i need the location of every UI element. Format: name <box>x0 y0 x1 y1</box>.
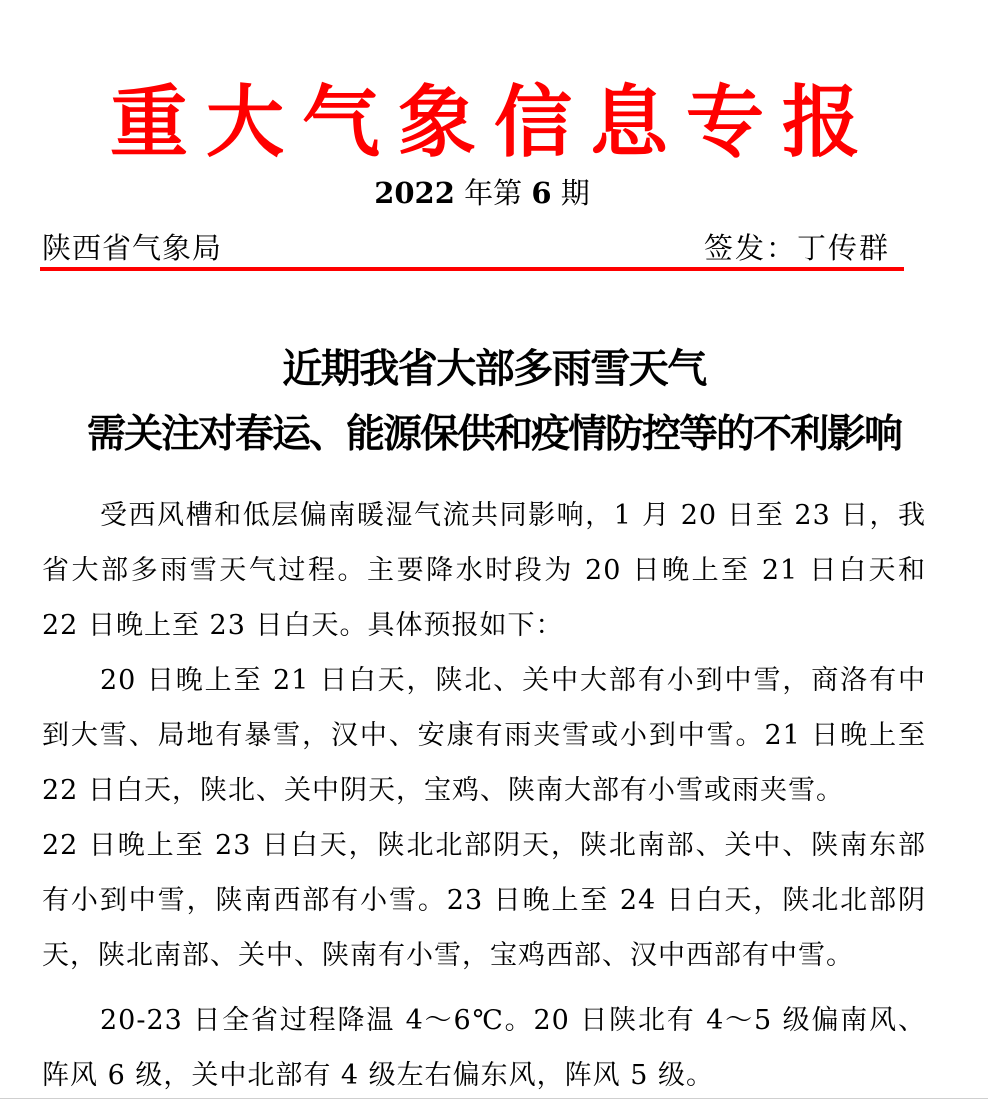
page-bottom-edge <box>0 1098 988 1099</box>
body-text <box>42 488 926 1103</box>
headline-line-1: 近期我省大部多雨雪天气 <box>282 346 706 392</box>
issue-num: 6 <box>531 176 552 210</box>
body-paragraph: 20 日晚上至 21 日白天，陕北、关中大部有小到中雪，商洛有中到大雪、局地有暴雪，汉中、安康有雨夹雪或小到中雪。21 日晚上至 22 日白天，陕北、关中阴天，宝鸡、陕南大部有小雪或雨夹雪。 <box>42 665 926 806</box>
signer: 签发：丁传群 <box>703 231 890 265</box>
issue-number <box>0 174 964 212</box>
red-divider-rule <box>40 267 904 271</box>
body-paragraph: 22 日晚上至 23 日白天，陕北北部阴天，陕北南部、关中、陕南东部有小到中雪，陕南西部有小雪。23 日晚上至 24 日白天，陕北北部阴天，陕北南部、关中、陕南有小雪，宝鸡西部、汉中西部有中雪。 <box>42 830 926 971</box>
issuer-row <box>42 228 890 268</box>
headline-line-2: 需关注对春运、能源保供和疫情防控等的不利影响 <box>86 412 901 457</box>
body-paragraph: 受西风槽和低层偏南暖湿气流共同影响，1 月 20 日至 23 日，我省大部多雨雪天气过程。主要降水时段为 20 日晚上至 21 日白天和 22 日晚上至 23 日白天。具体预报如下： <box>42 500 926 641</box>
issuing-agency: 陕西省气象局 <box>42 231 223 265</box>
issue-num-suffix: 期 <box>560 176 590 210</box>
body-paragraph: 20-23 日全省过程降温 4～6℃。20 日陕北有 4～5 级偏南风、阵风 6 级，关中北部有 4 级左右偏东风，阵风 5 级。 <box>42 1005 926 1091</box>
issue-year: 2022 <box>374 176 455 210</box>
issue-year-suffix: 年第 <box>464 176 523 210</box>
masthead-title: 重大气象信息专报 <box>109 77 878 168</box>
